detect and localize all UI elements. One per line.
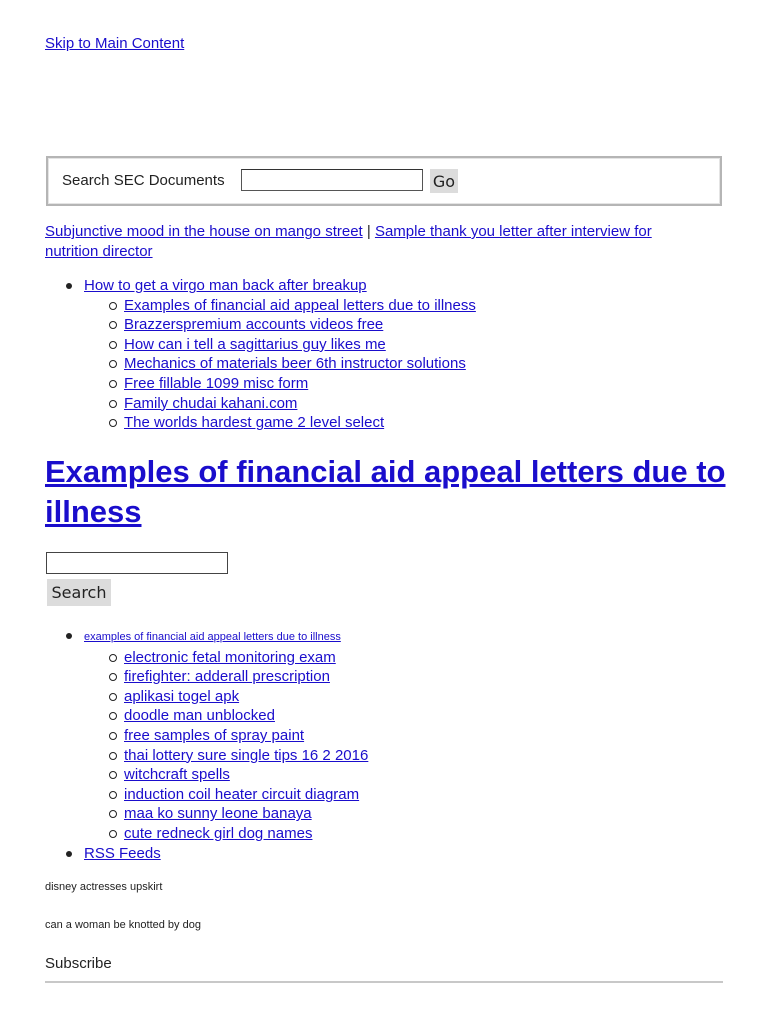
sublist-link[interactable]: witchcraft spells	[124, 766, 230, 784]
related-sublist	[84, 648, 368, 844]
list-item	[124, 765, 368, 785]
list-item	[124, 335, 476, 355]
nav-sublist	[84, 296, 476, 433]
sublist-link[interactable]: free samples of spray paint	[124, 726, 305, 744]
nav-list	[84, 276, 476, 433]
site-search-input[interactable]	[46, 552, 228, 574]
top-link-thank-you-letter[interactable]: Sample thank you letter after interview for nutrition director	[45, 223, 652, 260]
top-link-subjunctive[interactable]: Subjunctive mood in the house on mango street	[45, 223, 363, 240]
page-title-link[interactable]: Examples of financial aid appeal letters due to illness	[45, 454, 726, 529]
sublist-link[interactable]: electronic fetal monitoring exam	[124, 648, 336, 666]
sublist-link[interactable]: Examples of financial aid appeal letters due to illness	[124, 296, 476, 314]
sublist-link[interactable]: Free fillable 1099 misc form	[124, 374, 309, 392]
list-item	[124, 785, 368, 805]
list-item	[124, 296, 476, 316]
related-main-link[interactable]: examples of financial aid appeal letters due to illness	[84, 631, 341, 643]
list-item	[84, 844, 368, 864]
subscribe-heading: Subscribe	[45, 955, 112, 972]
rss-feeds-link[interactable]: RSS Feeds	[84, 844, 161, 862]
list-item	[124, 667, 368, 687]
skip-to-main-content-link[interactable]: Skip to Main Content	[45, 35, 185, 52]
nav-link-virgo[interactable]: How to get a virgo man back after breakup	[84, 277, 367, 294]
sublist-link[interactable]: Family chudai kahani.com	[124, 394, 298, 412]
list-item	[124, 687, 368, 707]
list-item	[124, 726, 368, 746]
sublist-link[interactable]: cute redneck girl dog names	[124, 824, 313, 842]
list-item	[124, 706, 368, 726]
sec-search-label: Search SEC Documents	[62, 172, 225, 189]
related-list	[84, 626, 368, 863]
list-item	[124, 315, 476, 335]
list-item	[124, 394, 476, 414]
page-title	[45, 452, 735, 532]
static-text: can a woman be knotted by dog	[45, 919, 201, 931]
sublist-link[interactable]: firefighter: adderall prescription	[124, 668, 330, 686]
list-item	[84, 276, 476, 433]
divider	[45, 981, 723, 983]
sec-search-form	[46, 156, 722, 206]
sublist-link[interactable]: How can i tell a sagittarius guy likes me	[124, 335, 386, 353]
sublist-link[interactable]: aplikasi togel apk	[124, 687, 240, 705]
list-item	[124, 746, 368, 766]
sublist-link[interactable]: Mechanics of materials beer 6th instructor solutions	[124, 355, 466, 373]
list-item	[84, 626, 368, 844]
list-item	[124, 648, 368, 668]
sublist-link[interactable]: maa ko sunny leone banaya	[124, 805, 312, 823]
list-item	[124, 354, 476, 374]
list-item	[124, 374, 476, 394]
link-separator: |	[362, 223, 375, 240]
sublist-link[interactable]: doodle man unblocked	[124, 707, 275, 725]
static-text: disney actresses upskirt	[45, 881, 163, 893]
top-links	[45, 222, 705, 262]
list-item	[124, 824, 368, 844]
sublist-link[interactable]: The worlds hardest game 2 level select	[124, 414, 385, 432]
search-button[interactable]: Search	[47, 579, 111, 606]
list-item	[124, 413, 476, 433]
sec-search-input[interactable]	[241, 169, 423, 191]
sublist-link[interactable]: Brazzerspremium accounts videos free	[124, 316, 384, 334]
list-item	[124, 804, 368, 824]
sublist-link[interactable]: induction coil heater circuit diagram	[124, 785, 360, 803]
go-button[interactable]: Go	[430, 169, 458, 193]
sublist-link[interactable]: thai lottery sure single tips 16 2 2016	[124, 746, 369, 764]
